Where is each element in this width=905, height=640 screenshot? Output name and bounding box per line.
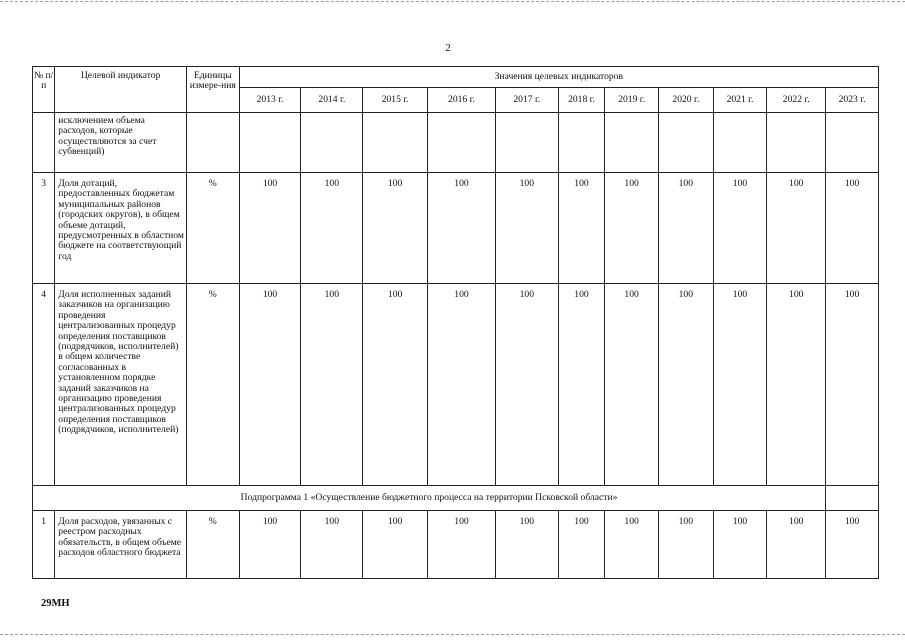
year-header: 2019 г. [605,88,659,113]
value-cell [767,113,826,173]
value-cell [363,113,428,173]
value-cell: 100 [495,511,558,579]
target-indicators-table [32,66,879,579]
value-cell: 100 [363,511,428,579]
value-cell: 100 [713,284,767,486]
table-row [33,113,879,173]
row-number [33,113,55,173]
value-cell [495,113,558,173]
value-cell: 100 [658,511,713,579]
document-code: 29МН [41,598,70,609]
year-header: 2016 г. [428,88,496,113]
value-cell: 100 [239,173,301,284]
value-cell: 100 [713,511,767,579]
value-cell: 100 [605,173,659,284]
value-cell: 100 [239,284,301,486]
value-cell: 100 [428,284,496,486]
year-header: 2017 г. [495,88,558,113]
value-cell: 100 [495,284,558,486]
value-cell [605,113,659,173]
value-cell: 100 [767,173,826,284]
row-number: 3 [33,173,55,284]
value-cell [239,113,301,173]
value-cell: 100 [363,284,428,486]
col-header-unit: Единицы измере-ния [186,67,239,113]
value-cell [558,113,605,173]
value-cell: 100 [301,173,363,284]
value-cell: 100 [301,511,363,579]
col-header-indicator: Целевой индикатор [55,67,187,113]
unit-cell: % [186,284,239,486]
value-cell: 100 [558,173,605,284]
value-cell: 100 [301,284,363,486]
value-cell: 100 [605,511,659,579]
value-cell: 100 [658,173,713,284]
row-number: 4 [33,284,55,486]
value-cell: 100 [826,173,879,284]
value-cell: 100 [495,173,558,284]
value-cell [826,113,879,173]
value-cell: 100 [558,511,605,579]
table-row [33,511,879,579]
value-cell: 100 [558,284,605,486]
subprogram-spare-cell [826,486,879,511]
value-cell: 100 [363,173,428,284]
header-row-1 [33,67,879,88]
year-header: 2014 г. [301,88,363,113]
year-header: 2018 г. [558,88,605,113]
indicator-text: Доля дотаций, предоставленных бюджетам муниципальных районов (городских округов), в общем объеме дотаций, предусмотренных в областном бюджете на соответствующий год [55,173,187,284]
row-number: 1 [33,511,55,579]
value-cell: 100 [428,511,496,579]
value-cell: 100 [239,511,301,579]
year-header: 2013 г. [239,88,301,113]
value-cell: 100 [605,284,659,486]
value-cell [301,113,363,173]
indicator-text: исключением объема расходов, которые осуществляются за счет субвенций) [55,113,187,173]
year-header: 2020 г. [658,88,713,113]
col-header-values: Значения целевых индикаторов [239,67,878,88]
table-row [33,173,879,284]
value-cell [428,113,496,173]
unit-cell: % [186,173,239,284]
year-header: 2021 г. [713,88,767,113]
value-cell [713,113,767,173]
value-cell: 100 [767,284,826,486]
indicator-text: Доля исполненных заданий заказчиков на организацию проведения централизованных процедур определения поставщиков (подрядчиков, исполнителей) в общем количестве согласованных в установленном порядке заданий заказчиков на организацию проведения централизованных процедур определения поставщиков (подрядчиков, исполнителей) [55,284,187,486]
value-cell: 100 [826,511,879,579]
unit-cell [186,113,239,173]
value-cell: 100 [713,173,767,284]
scan-top-edge [0,1,905,2]
page-number: 2 [445,42,451,54]
value-cell: 100 [767,511,826,579]
year-header: 2023 г. [826,88,879,113]
year-header: 2022 г. [767,88,826,113]
value-cell: 100 [428,173,496,284]
subprogram-title: Подпрограмма 1 «Осуществление бюджетного процесса на территории Псковской области» [33,486,826,511]
value-cell: 100 [826,284,879,486]
table-row [33,284,879,486]
year-header: 2015 г. [363,88,428,113]
scan-bottom-edge [0,634,905,635]
value-cell: 100 [658,284,713,486]
subprogram-row [33,486,879,511]
col-header-no: № п/п [33,67,55,113]
unit-cell: % [186,511,239,579]
value-cell [658,113,713,173]
indicator-text: Доля расходов, увязанных с реестром расходных обязательств, в общем объеме расходов областного бюджета [55,511,187,579]
